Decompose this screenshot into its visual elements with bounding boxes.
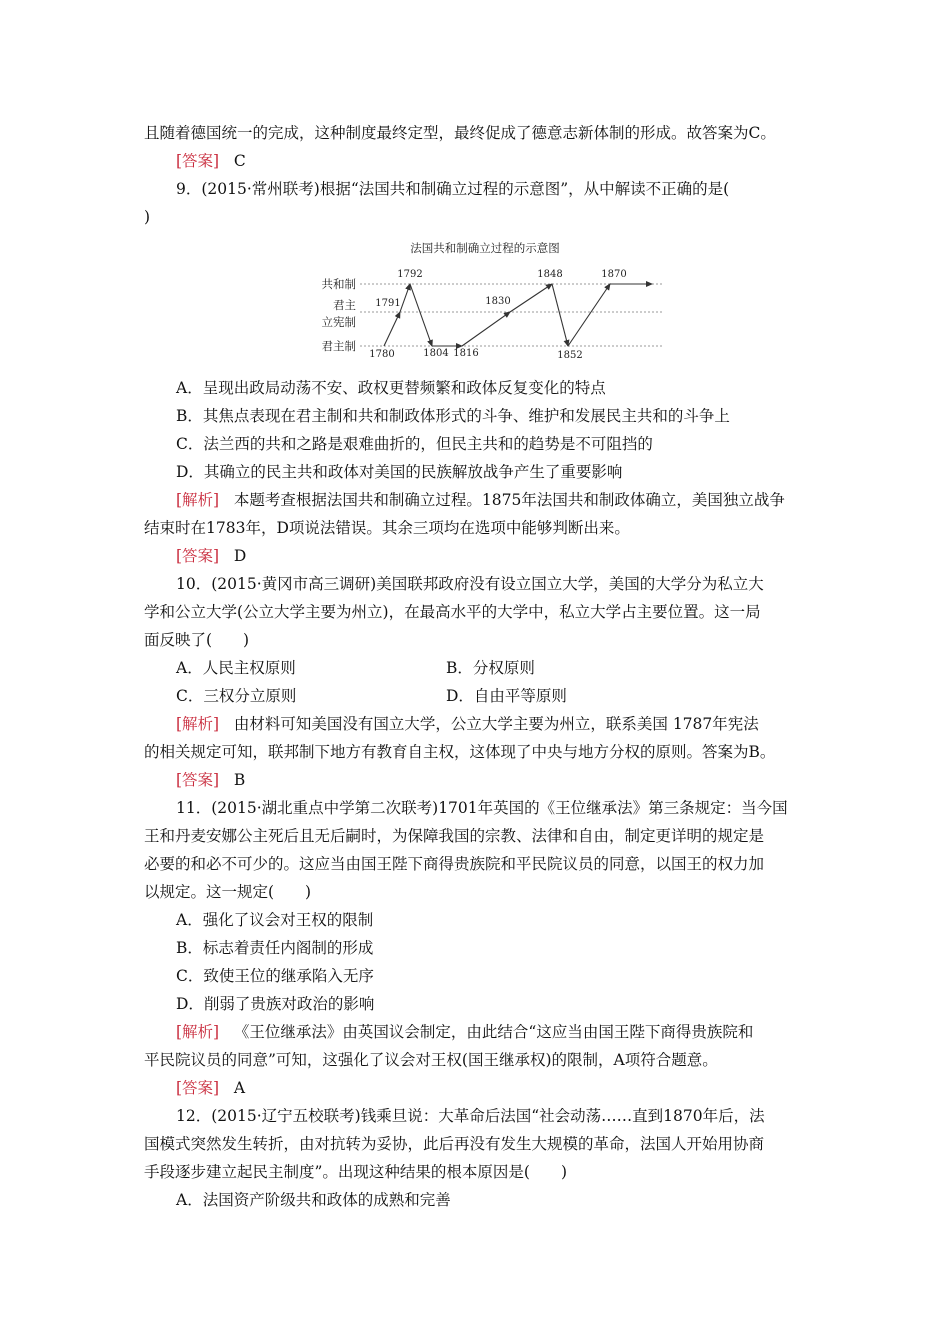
point-label: 1870 [601, 269, 627, 280]
explanation-tag: [解析] [176, 715, 220, 733]
point-label: 1792 [397, 269, 423, 280]
series-segment [400, 284, 410, 312]
question-11-stem: 以规定。这一规定( ) [144, 883, 312, 901]
q11-option-d: D．削弱了贵族对政治的影响 [176, 995, 375, 1013]
answer-line-q11 [176, 1078, 245, 1098]
question-10-stem: 学和公立大学(公立大学主要为州立)，在最高水平的大学中，私立大学占主要位置。这一局 [144, 603, 761, 621]
q11-option-a: A．强化了议会对王权的限制 [176, 911, 374, 929]
q10-option-d: D．自由平等原则 [446, 687, 567, 705]
answer-line-q10 [176, 770, 245, 790]
point-label: 1830 [485, 296, 511, 307]
series-segment [568, 284, 610, 346]
chart-y-labels [322, 277, 357, 353]
question-9-stem: 9．(2015·常州联考)根据“法国共和制确立过程的示意图”，从中解读不正确的是( [176, 180, 730, 198]
series-segment [510, 284, 552, 312]
question-12-stem: 手段逐步建立起民主制度”。出现这种结果的根本原因是( ) [144, 1163, 568, 1181]
q9-option-c: C．法兰西的共和之路是艰难曲折的，但民主共和的趋势是不可阻挡的 [176, 435, 653, 453]
series-segment [384, 312, 400, 346]
chart-point-labels [369, 269, 626, 361]
text-line: 且随着德国统一的完成，这种制度最终定型，最终促成了德意志新体制的形成。故答案为C。 [144, 124, 776, 142]
explanation-line-q11 [176, 1022, 753, 1042]
explanation-text: 的相关规定可知，联邦制下地方有教育自主权，这体现了中央与地方分权的原则。答案为B。 [144, 743, 776, 761]
explanation-tag: [解析] [176, 491, 220, 509]
answer-value: B [233, 771, 246, 789]
point-label: 1791 [375, 298, 401, 309]
explanation-line-q10 [176, 714, 759, 734]
answer-tag: [答案] [176, 547, 220, 565]
question-12-stem: 12．(2015·辽宁五校联考)钱乘旦说：大革命后法国“社会动荡……直到1870年后，法 [176, 1107, 765, 1125]
question-11-stem: 必要的和必不可少的。这应当由国王陛下商得贵族院和平民院议员的同意，以国王的权力加 [144, 855, 765, 873]
answer-line-q8 [176, 151, 246, 171]
y-axis-label: 立宪制 [321, 315, 356, 329]
series-segment [462, 312, 510, 346]
chart-series [384, 284, 652, 346]
q10-option-b: B．分权原则 [446, 659, 535, 677]
explanation-text: 结束时在1783年，D项说法错误。其余三项均在选项中能够判断出来。 [144, 519, 630, 537]
answer-value: A [233, 1079, 246, 1097]
q12-option-a: A．法国资产阶级共和政体的成熟和完善 [176, 1191, 451, 1209]
y-axis-label: 君主制 [321, 339, 356, 353]
q9-option-b: B．其焦点表现在君主制和共和制政体形式的斗争、维护和发展民主共和的斗争上 [176, 407, 730, 425]
explanation-text: 由材料可知美国没有国立大学，公立大学主要为州立，联系美国 1787年宪法 [233, 715, 759, 733]
point-label: 1848 [537, 269, 563, 280]
q9-option-a: A．呈现出政局动荡不安、政权更替频繁和政体反复变化的特点 [176, 379, 606, 397]
answer-line-q9 [176, 546, 246, 566]
question-11-stem: 王和丹麦安娜公主死后且无后嗣时，为保障我国的宗教、法律和自由，制定更详明的规定是 [144, 827, 765, 845]
chart-title: 法国共和制确立过程的示意图 [410, 241, 560, 255]
chart-grid [360, 284, 662, 346]
republic-process-chart [300, 238, 670, 368]
q10-options-row-2 [176, 686, 776, 706]
answer-value: D [233, 547, 247, 565]
point-label: 1780 [369, 349, 395, 360]
explanation-text: 平民院议员的同意”可知，这强化了议会对王权(国王继承权)的限制，A项符合题意。 [144, 1051, 718, 1069]
question-9-paren: ) [144, 208, 151, 226]
series-segment [410, 284, 432, 346]
explanation-line-q9 [176, 490, 785, 510]
explanation-text: 《王位继承法》由英国议会制定，由此结合“这应当由国王陛下商得贵族院和 [233, 1023, 754, 1041]
q11-option-c: C．致使王位的继承陷入无序 [176, 967, 374, 985]
answer-value: C [233, 152, 246, 170]
answer-tag: [答案] [176, 1079, 220, 1097]
question-10-stem: 面反映了( ) [144, 631, 250, 649]
question-12-stem: 国模式突然发生转折，由对抗转为妥协，此后再没有发生大规模的革命，法国人开始用协商 [144, 1135, 765, 1153]
q9-option-d: D．其确立的民主共和政体对美国的民族解放战争产生了重要影响 [176, 463, 623, 481]
q10-options-row-1 [176, 658, 776, 678]
question-10-stem: 10．(2015·黄冈市高三调研)美国联邦政府没有设立国立大学，美国的大学分为私立大 [176, 575, 764, 593]
point-label: 1852 [557, 350, 583, 361]
q10-option-a: A．人民主权原则 [176, 659, 296, 677]
series-segment [552, 284, 568, 346]
question-11-stem: 11．(2015·湖北重点中学第二次联考)1701年英国的《王位继承法》第三条规定：当今国 [176, 799, 788, 817]
y-axis-label: 共和制 [321, 277, 356, 291]
answer-tag: [答案] [176, 771, 220, 789]
q10-option-c: C．三权分立原则 [176, 687, 297, 705]
q11-option-b: B．标志着责任内阁制的形成 [176, 939, 374, 957]
explanation-text: 本题考查根据法国共和制确立过程。1875年法国共和制政体确立，美国独立战争 [233, 491, 785, 509]
answer-tag: [答案] [176, 152, 220, 170]
explanation-tag: [解析] [176, 1023, 220, 1041]
point-label: 1816 [453, 348, 479, 359]
point-label: 1804 [423, 348, 449, 359]
y-axis-label: 君主 [333, 298, 356, 312]
